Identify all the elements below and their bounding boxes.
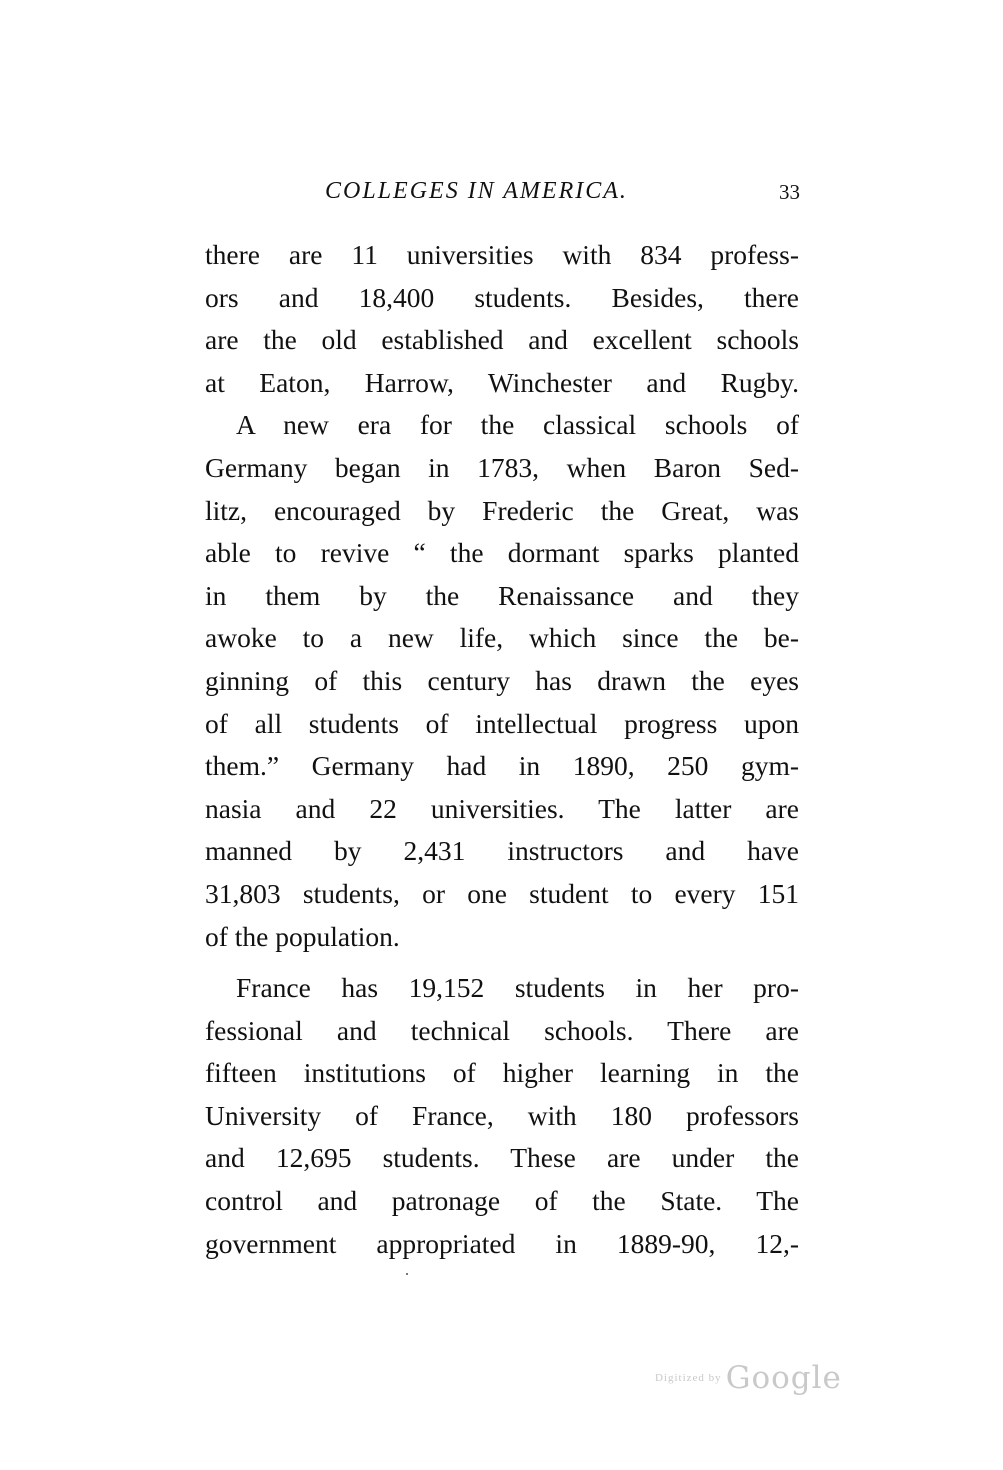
running-title: COLLEGES IN AMERICA. xyxy=(325,178,628,204)
text-line: and 12,695 students. These are under the xyxy=(205,1142,799,1174)
page-number: 33 xyxy=(779,180,800,204)
text-line: 31,803 students, or one student to every 151 xyxy=(205,877,799,909)
text-line: control and patronage of the State. The xyxy=(205,1185,799,1217)
text-line: fessional and technical schools. There are xyxy=(205,1014,799,1046)
text-line: are the old established and excellent schools xyxy=(205,324,799,356)
text-line: there are 11 universities with 834 profess- xyxy=(205,239,799,270)
paragraph xyxy=(205,234,799,404)
text-line: manned by 2,431 instructors and have xyxy=(205,835,799,867)
text-line: government appropriated in 1889-90, 12,- xyxy=(205,1227,799,1259)
text-line: nasia and 22 universities. The latter are xyxy=(205,792,799,824)
text-line: fifteen institutions of higher learning in the xyxy=(205,1057,799,1089)
text-line: ginning of this century has drawn the eyes xyxy=(205,664,799,696)
watermark-prefix: Digitized by xyxy=(655,1372,722,1384)
text-line: University of France, with 180 professors xyxy=(205,1099,799,1131)
text-line: of the population. xyxy=(205,920,400,952)
text-line: A new era for the classical schools of xyxy=(236,409,799,441)
paragraph xyxy=(205,967,799,1265)
text-line: Germany began in 1783, when Baron Sed- xyxy=(205,451,799,483)
text-line: awoke to a new life, which since the be- xyxy=(205,622,799,654)
scan-speck xyxy=(406,1273,408,1275)
text-line: them.” Germany had in 1890, 250 gym- xyxy=(205,750,799,782)
body-text xyxy=(205,234,799,1265)
digitized-watermark xyxy=(655,1360,842,1396)
paragraph-gap xyxy=(205,958,799,967)
text-line: litz, encouraged by Frederic the Great, was xyxy=(205,494,799,526)
text-line: ors and 18,400 students. Besides, there xyxy=(205,281,799,313)
running-head xyxy=(205,178,800,214)
google-logo-text: Google xyxy=(725,1360,842,1396)
text-line: of all students of intellectual progress upon xyxy=(205,707,799,739)
text-line: France has 19,152 students in her pro- xyxy=(236,972,799,1004)
text-line: at Eaton, Harrow, Winchester and Rugby. xyxy=(205,366,799,398)
text-line: able to revive “ the dormant sparks planted xyxy=(205,537,799,569)
text-line: in them by the Renaissance and they xyxy=(205,579,799,611)
paragraph xyxy=(205,404,799,958)
